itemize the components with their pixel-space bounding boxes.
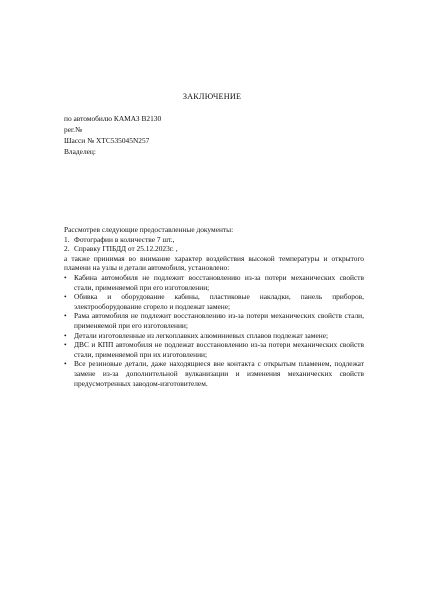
document-list-item bbox=[64, 244, 364, 254]
document-list-item bbox=[64, 235, 364, 245]
finding-text: Все резиновые детали, даже находящиеся вне контакта с открытым пламенем, подлежат замене из-за дополнительной вулканизации и изменения механических свойств предусмотренных заводом-изготовителем. bbox=[74, 359, 364, 388]
bullet-icon: • bbox=[64, 311, 67, 321]
list-number: 2. bbox=[64, 244, 70, 254]
finding-text: Рама автомобиля не подлежит восстановлению из-за потери механических свойств стали, применяемой при его изготовлении; bbox=[74, 311, 364, 330]
registration-line: рег.№ bbox=[64, 125, 83, 134]
bullet-icon: • bbox=[64, 330, 67, 340]
finding-item bbox=[64, 340, 364, 359]
bullet-icon: • bbox=[64, 340, 67, 350]
list-text: Справку ГПБДД от 25.12.2023г. , bbox=[74, 244, 178, 254]
finding-text: Обивка и оборудование кабины, пластиковые накладки, панель приборов, электрооборудование сгорело и подлежат замене; bbox=[74, 292, 364, 311]
finding-item bbox=[64, 311, 364, 330]
document-title: ЗАКЛЮЧЕНИЕ bbox=[182, 92, 242, 101]
finding-item bbox=[64, 292, 364, 311]
list-text: Фотографии в количестве 7 шт., bbox=[74, 234, 175, 244]
finding-text: Детали изготовленные из легкоплавких алюминиевых сплавов подлежат замене; bbox=[74, 330, 329, 340]
finding-text: Кабина автомобиля не подлежит восстановлению из-за потери механических свойств стали, применяемой при его изготовлении; bbox=[74, 272, 364, 292]
owner-line: Владелец: bbox=[64, 147, 96, 156]
finding-text: ДВС и КПП автомобиля не подлежат восстановлению из-за потери механических свойств стали, применяемой при их изготовлении; bbox=[74, 340, 364, 359]
finding-item bbox=[64, 273, 364, 292]
finding-item bbox=[64, 359, 364, 388]
bullet-icon: • bbox=[64, 292, 67, 302]
lead-paragraph: а также принимая во внимание характер воздействия высокой температуры и открытого пламени на узлы и детали автомобиля, установлено: bbox=[64, 253, 364, 273]
list-number: 1. bbox=[64, 234, 70, 244]
vehicle-model-line: по автомобилю КАМАЗ В2130 bbox=[64, 114, 162, 123]
intro-paragraph: Рассмотрев следующие предоставленные документы: bbox=[64, 225, 234, 234]
document-body bbox=[64, 225, 364, 388]
finding-item bbox=[64, 331, 364, 341]
vehicle-header bbox=[64, 113, 161, 157]
bullet-icon: • bbox=[64, 272, 67, 282]
bullet-icon: • bbox=[64, 359, 67, 369]
findings-list bbox=[64, 273, 364, 388]
chassis-line: Шасси № XTC535045N257 bbox=[64, 136, 150, 145]
